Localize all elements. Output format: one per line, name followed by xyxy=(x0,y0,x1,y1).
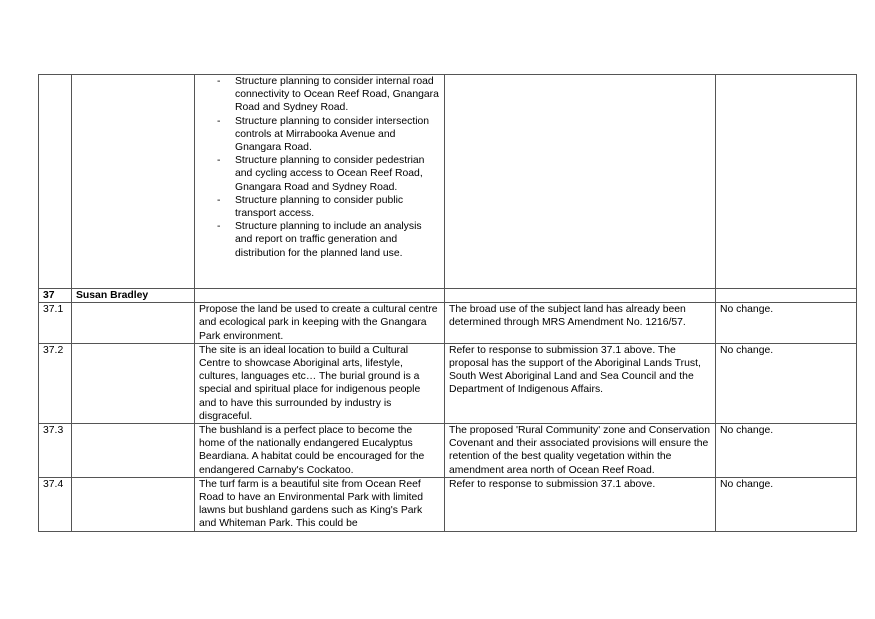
recommendation-text: No change. xyxy=(716,477,857,531)
recommendation-text: No change. xyxy=(716,303,857,344)
table-cell xyxy=(72,75,195,289)
item-id: 37.4 xyxy=(39,477,72,531)
table-row xyxy=(39,477,857,531)
response-text: The broad use of the subject land has already been determined through MRS Amendment No. 1216/57. xyxy=(445,303,716,344)
recommendation-text: No change. xyxy=(716,424,857,478)
table-cell xyxy=(72,477,195,531)
table-cell xyxy=(716,289,857,303)
table-row xyxy=(39,424,857,478)
submitter-number: 37 xyxy=(39,289,72,303)
submission-text: The bushland is a perfect place to become the home of the nationally endangered Eucalyptus Beardiana. A habitat could be encouraged for the endangered Carnaby's Cockatoo. xyxy=(195,424,445,478)
table-cell xyxy=(72,424,195,478)
table-cell xyxy=(195,75,445,289)
table-row xyxy=(39,75,857,289)
submission-text: Propose the land be used to create a cultural centre and ecological park in keeping with the Gnangara Park environment. xyxy=(195,303,445,344)
submission-text: The turf farm is a beautiful site from Ocean Reef Road to have an Environmental Park with limited lawns but bushland gardens such as King's Park and Whiteman Park. This could be xyxy=(195,477,445,531)
item-id: 37.3 xyxy=(39,424,72,478)
table-cell xyxy=(72,343,195,423)
submissions-table xyxy=(38,74,857,532)
submitter-row xyxy=(39,289,857,303)
list-item: - Structure planning to consider internal road connectivity to Ocean Reef Road, Gnangara Road and Sydney Road. xyxy=(217,75,440,115)
table-cell xyxy=(445,289,716,303)
list-item: - Structure planning to consider public transport access. xyxy=(217,194,440,220)
item-id: 37.1 xyxy=(39,303,72,344)
bullet-list xyxy=(199,75,440,260)
list-item: - Structure planning to include an analysis and report on traffic generation and distribution for the planned land use. xyxy=(217,220,440,260)
table-cell xyxy=(195,289,445,303)
table-cell xyxy=(445,75,716,289)
table-cell xyxy=(716,75,857,289)
item-id: 37.2 xyxy=(39,343,72,423)
response-text: Refer to response to submission 37.1 above. xyxy=(445,477,716,531)
response-text: Refer to response to submission 37.1 above. The proposal has the support of the Aboriginal Lands Trust, South West Aboriginal Land and Sea Council and the Department of Indigenous Affairs. xyxy=(445,343,716,423)
list-item: - Structure planning to consider pedestrian and cycling access to Ocean Reef Road, Gnangara Road and Sydney Road. xyxy=(217,154,440,194)
submitter-name: Susan Bradley xyxy=(72,289,195,303)
submission-text: The site is an ideal location to build a Cultural Centre to showcase Aboriginal arts, lifestyle, cultures, languages etc… The burial ground is a special and spiritual place for indigenous people and to have this surrounded by industry is disgraceful. xyxy=(195,343,445,423)
list-item: - Structure planning to consider intersection controls at Mirrabooka Avenue and Gnangara Road. xyxy=(217,115,440,155)
recommendation-text: No change. xyxy=(716,343,857,423)
table-row xyxy=(39,343,857,423)
table-cell xyxy=(72,303,195,344)
table-row xyxy=(39,303,857,344)
table-cell xyxy=(39,75,72,289)
response-text: The proposed 'Rural Community' zone and Conservation Covenant and their associated provisions will ensure the retention of the best quality vegetation within the amendment area north of Ocean Reef Road. xyxy=(445,424,716,478)
